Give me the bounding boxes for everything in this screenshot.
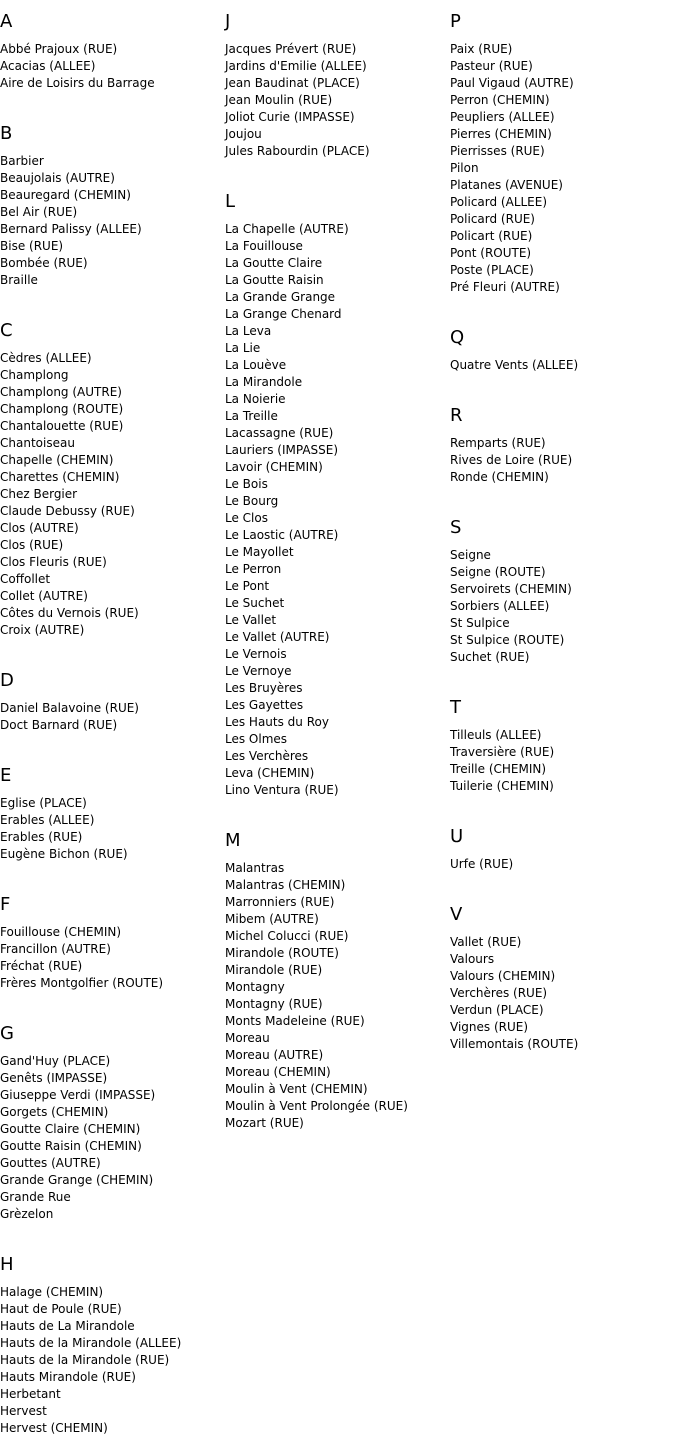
group-spacer	[450, 873, 670, 893]
street-link[interactable]: La Lie	[225, 341, 261, 355]
street-link[interactable]: Peupliers (ALLEE)	[450, 110, 555, 124]
street-link[interactable]: Le Laostic (AUTRE)	[225, 528, 339, 542]
street-link[interactable]: Le Bourg	[225, 494, 279, 508]
letter-heading: V	[450, 904, 463, 925]
letter-group	[450, 405, 670, 486]
street-link[interactable]: Montagny	[225, 980, 285, 994]
street-link[interactable]: La Grande Grange	[225, 290, 336, 304]
street-link[interactable]: Bombée (RUE)	[0, 256, 88, 270]
street-link[interactable]: Hauts de la Mirandole (ALLEE)	[0, 1336, 182, 1350]
street-link[interactable]: Paul Vigaud (AUTRE)	[450, 76, 574, 90]
street-link[interactable]: Clos Fleuris (RUE)	[0, 555, 107, 569]
street-link[interactable]: Mirandole (RUE)	[225, 963, 323, 977]
street-link[interactable]: Pasteur (RUE)	[450, 59, 533, 73]
street-link[interactable]: Aire de Loisirs du Barrage	[0, 76, 155, 90]
street-link[interactable]: La Goutte Claire	[225, 256, 323, 270]
street-link[interactable]: Jean Baudinat (PLACE)	[225, 76, 360, 90]
street-link[interactable]: Erables (RUE)	[0, 830, 83, 844]
street-link[interactable]: Croix (AUTRE)	[0, 623, 85, 637]
street-link[interactable]: Champlong (AUTRE)	[0, 385, 122, 399]
letter-heading: F	[0, 894, 11, 915]
letter-heading: C	[0, 320, 13, 341]
street-link[interactable]: Rives de Loire (RUE)	[450, 453, 573, 467]
letter-heading: T	[450, 697, 461, 718]
street-link[interactable]: Michel Colucci (RUE)	[225, 929, 349, 943]
street-link[interactable]: Les Bruyères	[225, 681, 303, 695]
street-link[interactable]: Remparts (RUE)	[450, 436, 546, 450]
street-link[interactable]: La Mirandole	[225, 375, 303, 389]
street-link[interactable]: Bel Air (RUE)	[0, 205, 78, 219]
street-link[interactable]: Moulin à Vent (CHEMIN)	[225, 1082, 368, 1096]
street-link[interactable]: Fouillouse (CHEMIN)	[0, 925, 122, 939]
street-link[interactable]: Jules Rabourdin (PLACE)	[225, 144, 370, 158]
street-list	[225, 221, 445, 799]
street-link[interactable]: St Sulpice	[450, 616, 510, 630]
letter-group	[450, 327, 670, 374]
letter-group	[0, 320, 220, 639]
street-link[interactable]: La Treille	[225, 409, 278, 423]
letter-group	[450, 904, 670, 1053]
street-link[interactable]: Le Mayollet	[225, 545, 294, 559]
street-link[interactable]: Moreau (AUTRE)	[225, 1048, 324, 1062]
letter-group	[0, 765, 220, 863]
street-link[interactable]: Pré Fleuri (AUTRE)	[450, 280, 560, 294]
letter-heading: P	[450, 11, 461, 32]
street-link[interactable]: Gouttes (AUTRE)	[0, 1156, 101, 1170]
street-column-2	[225, 0, 445, 1132]
street-link[interactable]: Grande Rue	[0, 1190, 71, 1204]
group-spacer	[0, 92, 220, 112]
street-link[interactable]: Beaujolais (AUTRE)	[0, 171, 115, 185]
street-list	[450, 435, 670, 486]
street-link[interactable]: Lacassagne (RUE)	[225, 426, 334, 440]
letter-group	[0, 11, 220, 92]
street-list	[0, 1284, 220, 1437]
letter-heading: R	[450, 405, 463, 426]
street-list	[225, 41, 445, 160]
street-column-1	[0, 0, 220, 1437]
letter-group	[225, 11, 445, 160]
street-link[interactable]: Tuilerie (CHEMIN)	[450, 779, 554, 793]
street-link[interactable]: Champlong (ROUTE)	[0, 402, 124, 416]
street-link[interactable]: Poste (PLACE)	[450, 263, 534, 277]
street-link[interactable]: Halage (CHEMIN)	[0, 1285, 104, 1299]
street-link[interactable]: Abbé Prajoux (RUE)	[0, 42, 118, 56]
street-link[interactable]: Barbier	[0, 154, 44, 168]
street-link[interactable]: Hervest	[0, 1404, 47, 1418]
street-link[interactable]: Francillon (AUTRE)	[0, 942, 111, 956]
street-link[interactable]: La Fouillouse	[225, 239, 303, 253]
letter-heading: Q	[450, 327, 465, 348]
street-link[interactable]: Claude Debussy (RUE)	[0, 504, 135, 518]
letter-heading: D	[0, 670, 14, 691]
group-spacer	[0, 639, 220, 659]
street-link[interactable]: Hauts Mirandole (RUE)	[0, 1370, 136, 1384]
group-spacer	[450, 374, 670, 394]
street-link[interactable]: Suchet (RUE)	[450, 650, 530, 664]
street-link[interactable]: Les Verchères	[225, 749, 309, 763]
street-list	[0, 153, 220, 289]
street-link[interactable]: Treille (CHEMIN)	[450, 762, 547, 776]
street-link[interactable]: Moulin à Vent Prolongée (RUE)	[225, 1099, 408, 1113]
street-link[interactable]: Vignes (RUE)	[450, 1020, 529, 1034]
street-link[interactable]: Jean Moulin (RUE)	[225, 93, 333, 107]
street-link[interactable]: Le Perron	[225, 562, 282, 576]
street-link[interactable]: Herbetant	[0, 1387, 61, 1401]
street-link[interactable]: Marronniers (RUE)	[225, 895, 335, 909]
street-link[interactable]: Monts Madeleine (RUE)	[225, 1014, 365, 1028]
street-link[interactable]: Chantalouette (RUE)	[0, 419, 124, 433]
street-link[interactable]: La Chapelle (AUTRE)	[225, 222, 349, 236]
street-link[interactable]: Pilon	[450, 161, 479, 175]
street-link[interactable]: Doct Barnard (RUE)	[0, 718, 118, 732]
street-link[interactable]: Valours (CHEMIN)	[450, 969, 556, 983]
street-link[interactable]: Coffollet	[0, 572, 51, 586]
street-link[interactable]: Lavoir (CHEMIN)	[225, 460, 323, 474]
street-link[interactable]: Acacias (ALLEE)	[0, 59, 96, 73]
street-link[interactable]: Perron (CHEMIN)	[450, 93, 550, 107]
letter-heading: J	[225, 11, 231, 32]
street-link[interactable]: Charettes (CHEMIN)	[0, 470, 120, 484]
group-spacer	[450, 666, 670, 686]
letter-group	[0, 123, 220, 289]
street-link[interactable]: La Goutte Raisin	[225, 273, 324, 287]
letter-group	[0, 894, 220, 992]
street-link[interactable]: Verchères (RUE)	[450, 986, 548, 1000]
street-link[interactable]: La Noierie	[225, 392, 286, 406]
street-link[interactable]: Gand'Huy (PLACE)	[0, 1054, 111, 1068]
letter-heading: L	[225, 191, 236, 212]
street-list	[0, 700, 220, 734]
street-link[interactable]: Le Vernois	[225, 647, 287, 661]
street-link[interactable]: Goutte Raisin (CHEMIN)	[0, 1139, 142, 1153]
letter-group	[0, 1023, 220, 1223]
letter-group	[225, 191, 445, 799]
street-link[interactable]: Le Pont	[225, 579, 270, 593]
street-list	[450, 357, 670, 374]
street-list	[0, 350, 220, 639]
letter-heading: U	[450, 826, 464, 847]
street-link[interactable]: Malantras (CHEMIN)	[225, 878, 346, 892]
street-link[interactable]: Beauregard (CHEMIN)	[0, 188, 131, 202]
letter-group	[450, 826, 670, 873]
group-spacer	[450, 795, 670, 815]
street-link[interactable]: Giuseppe Verdi (IMPASSE)	[0, 1088, 156, 1102]
street-link[interactable]: Le Clos	[225, 511, 268, 525]
street-list	[450, 547, 670, 666]
street-link[interactable]: Daniel Balavoine (RUE)	[0, 701, 139, 715]
street-link[interactable]: Clos (RUE)	[0, 538, 64, 552]
street-link[interactable]: Joliot Curie (IMPASSE)	[225, 110, 355, 124]
street-link[interactable]: Jardins d'Emilie (ALLEE)	[225, 59, 367, 73]
street-link[interactable]: Jacques Prévert (RUE)	[225, 42, 357, 56]
group-spacer	[450, 486, 670, 506]
street-list	[450, 727, 670, 795]
street-link[interactable]: Gorgets (CHEMIN)	[0, 1105, 109, 1119]
letter-heading: M	[225, 830, 241, 851]
letter-group	[450, 517, 670, 666]
street-link[interactable]: St Sulpice (ROUTE)	[450, 633, 565, 647]
street-list	[225, 860, 445, 1132]
street-link[interactable]: Bise (RUE)	[0, 239, 64, 253]
street-link[interactable]: Erables (ALLEE)	[0, 813, 95, 827]
street-link[interactable]: Urfe (RUE)	[450, 857, 514, 871]
street-link[interactable]: Champlong	[0, 368, 69, 382]
street-link[interactable]: Ronde (CHEMIN)	[450, 470, 549, 484]
group-spacer	[0, 1223, 220, 1243]
street-link[interactable]: Fréchat (RUE)	[0, 959, 83, 973]
street-link[interactable]: Policard (ALLEE)	[450, 195, 548, 209]
street-link[interactable]: Tilleuls (ALLEE)	[450, 728, 542, 742]
street-link[interactable]: Mirandole (ROUTE)	[225, 946, 339, 960]
group-spacer	[0, 734, 220, 754]
street-list	[0, 1053, 220, 1223]
street-link[interactable]: Les Hauts du Roy	[225, 715, 329, 729]
street-link[interactable]: Grande Grange (CHEMIN)	[0, 1173, 154, 1187]
street-link[interactable]: Le Vallet (AUTRE)	[225, 630, 330, 644]
letter-heading: S	[450, 517, 462, 538]
street-link[interactable]: Leva (CHEMIN)	[225, 766, 315, 780]
street-link[interactable]: Malantras	[225, 861, 285, 875]
street-list	[0, 924, 220, 992]
street-link[interactable]: Lauriers (IMPASSE)	[225, 443, 339, 457]
street-link[interactable]: Les Gayettes	[225, 698, 304, 712]
street-link[interactable]: Eugène Bichon (RUE)	[0, 847, 128, 861]
street-link[interactable]: Pierrisses (RUE)	[450, 144, 545, 158]
street-link[interactable]: Hervest (CHEMIN)	[0, 1421, 108, 1435]
street-list	[0, 41, 220, 92]
street-link[interactable]: Haut de Poule (RUE)	[0, 1302, 122, 1316]
street-link[interactable]: Moreau (CHEMIN)	[225, 1065, 331, 1079]
street-link[interactable]: Chapelle (CHEMIN)	[0, 453, 114, 467]
street-link[interactable]: Côtes du Vernois (RUE)	[0, 606, 139, 620]
letter-heading: G	[0, 1023, 14, 1044]
street-link[interactable]: Bernard Palissy (ALLEE)	[0, 222, 142, 236]
street-link[interactable]: Servoirets (CHEMIN)	[450, 582, 572, 596]
street-link[interactable]: Mozart (RUE)	[225, 1116, 304, 1130]
street-link[interactable]: Hauts de La Mirandole	[0, 1319, 135, 1333]
street-link[interactable]: Verdun (PLACE)	[450, 1003, 544, 1017]
street-link[interactable]: Policard (RUE)	[450, 212, 535, 226]
street-link[interactable]: Le Vernoye	[225, 664, 292, 678]
street-link[interactable]: La Grange Chenard	[225, 307, 342, 321]
street-link[interactable]: Pierres (CHEMIN)	[450, 127, 552, 141]
street-list	[0, 795, 220, 863]
street-link[interactable]: Les Olmes	[225, 732, 288, 746]
street-link[interactable]: Frères Montgolfier (ROUTE)	[0, 976, 164, 990]
street-link[interactable]: Le Vallet	[225, 613, 277, 627]
street-link[interactable]: Platanes (AVENUE)	[450, 178, 563, 192]
street-link[interactable]: Valours	[450, 952, 495, 966]
street-list	[450, 856, 670, 873]
street-list	[450, 41, 670, 296]
street-column-3	[450, 0, 670, 1053]
letter-heading: E	[0, 765, 12, 786]
street-link[interactable]: Goutte Claire (CHEMIN)	[0, 1122, 141, 1136]
group-spacer	[0, 992, 220, 1012]
street-link[interactable]: Chez Bergier	[0, 487, 78, 501]
street-link[interactable]: Pont (ROUTE)	[450, 246, 532, 260]
street-link[interactable]: Quatre Vents (ALLEE)	[450, 358, 579, 372]
letter-group	[450, 697, 670, 795]
street-link[interactable]: Chantoiseau	[0, 436, 75, 450]
street-link[interactable]: Clos (AUTRE)	[0, 521, 79, 535]
street-link[interactable]: Montagny (RUE)	[225, 997, 323, 1011]
street-list	[450, 934, 670, 1053]
street-link[interactable]: Sorbiers (ALLEE)	[450, 599, 550, 613]
street-link[interactable]: Joujou	[225, 127, 262, 141]
group-spacer	[450, 296, 670, 316]
group-spacer	[0, 289, 220, 309]
street-link[interactable]: Grèzelon	[0, 1207, 54, 1221]
street-link[interactable]: Le Suchet	[225, 596, 285, 610]
street-link[interactable]: La Louève	[225, 358, 287, 372]
street-link[interactable]: Eglise (PLACE)	[0, 796, 87, 810]
street-link[interactable]: Paix (RUE)	[450, 42, 513, 56]
group-spacer	[225, 799, 445, 819]
group-spacer	[225, 160, 445, 180]
street-link[interactable]: Seigne (ROUTE)	[450, 565, 546, 579]
street-link[interactable]: Hauts de la Mirandole (RUE)	[0, 1353, 170, 1367]
street-link[interactable]: Collet (AUTRE)	[0, 589, 88, 603]
street-link[interactable]: Cèdres (ALLEE)	[0, 351, 92, 365]
letter-heading: H	[0, 1254, 14, 1275]
letter-group	[0, 1254, 220, 1437]
letter-heading: B	[0, 123, 13, 144]
street-link[interactable]: Mibem (AUTRE)	[225, 912, 319, 926]
street-link[interactable]: La Leva	[225, 324, 272, 338]
street-link[interactable]: Vallet (RUE)	[450, 935, 522, 949]
letter-group	[450, 11, 670, 296]
group-spacer	[0, 863, 220, 883]
street-link[interactable]: Genêts (IMPASSE)	[0, 1071, 108, 1085]
street-link[interactable]: Braille	[0, 273, 38, 287]
street-link[interactable]: Seigne	[450, 548, 491, 562]
letter-heading: A	[0, 11, 13, 32]
letter-group	[0, 670, 220, 734]
street-link[interactable]: Lino Ventura (RUE)	[225, 783, 339, 797]
street-link[interactable]: Villemontais (ROUTE)	[450, 1037, 579, 1051]
street-link[interactable]: Traversière (RUE)	[450, 745, 555, 759]
letter-group	[225, 830, 445, 1132]
street-link[interactable]: Moreau	[225, 1031, 270, 1045]
street-link[interactable]: Le Bois	[225, 477, 268, 491]
street-link[interactable]: Policart (RUE)	[450, 229, 533, 243]
